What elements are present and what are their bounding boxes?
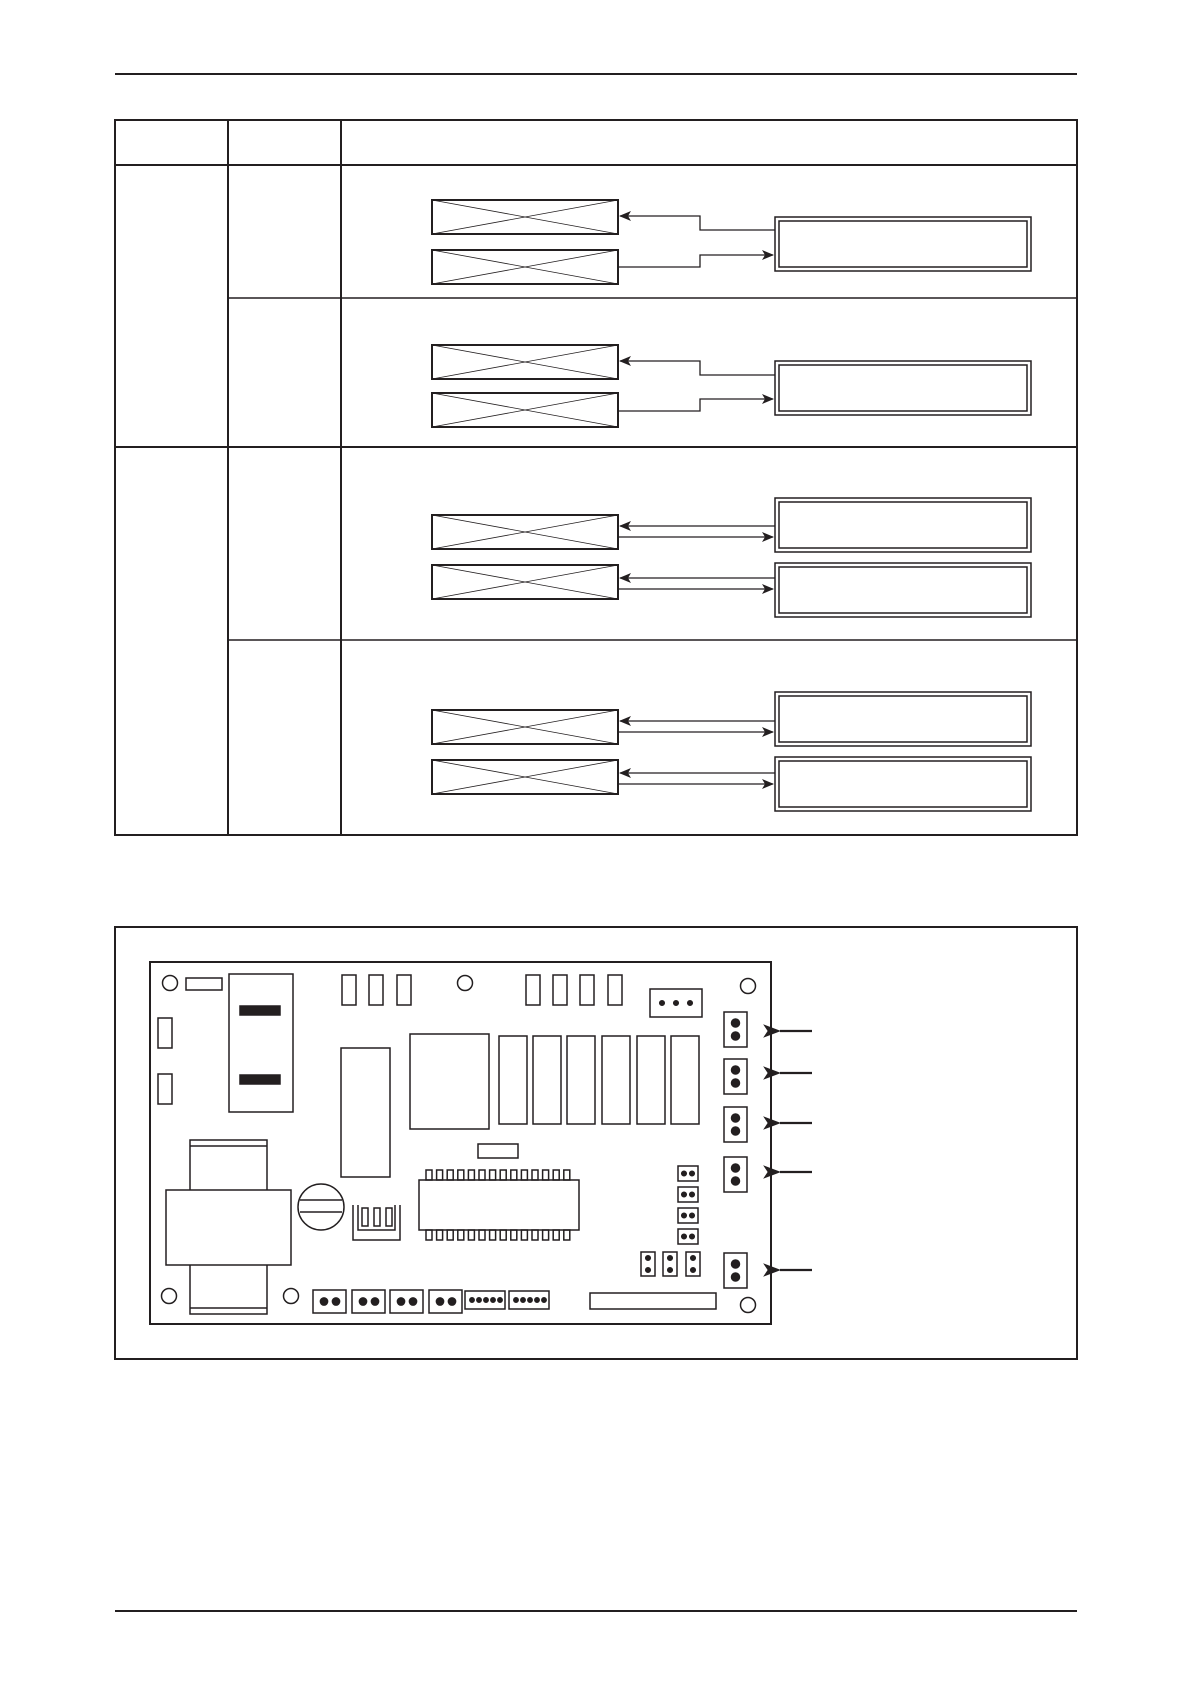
resistor-icon [478, 1144, 518, 1158]
mounting-hole-icon [741, 979, 756, 994]
ic-pin [437, 1170, 443, 1180]
connector-icon [724, 1157, 747, 1192]
table-row-4-diagram [432, 692, 1031, 811]
capacitor-icon [298, 1184, 344, 1230]
capacitor-icon [553, 975, 567, 1005]
jumper-icon [678, 1208, 698, 1223]
relay-icon [567, 1036, 595, 1124]
transformer-icon [410, 1034, 489, 1129]
target-box [775, 563, 1031, 617]
ic-pin [447, 1170, 453, 1180]
connector-icon [650, 989, 702, 1017]
ic-pin [564, 1230, 570, 1240]
ic-pin [511, 1230, 517, 1240]
ic-pin [532, 1170, 538, 1180]
pcb-figure-frame [115, 927, 1077, 1359]
mounting-hole-icon [458, 976, 473, 991]
resistor-icon [158, 1074, 172, 1104]
resistor-icon [158, 1018, 172, 1048]
jumper-icon [686, 1252, 700, 1276]
ic-pin [511, 1170, 517, 1180]
ic-pin [521, 1230, 527, 1240]
jumper-icon [641, 1252, 655, 1276]
arrow-to-block [620, 216, 775, 230]
ic-pin [447, 1230, 453, 1240]
relay-icon [637, 1036, 665, 1124]
crossed-block-icon [432, 345, 618, 379]
ic-pin [426, 1230, 432, 1240]
connector-icon [724, 1059, 747, 1094]
mode-table [115, 120, 1077, 835]
ic-pin [437, 1230, 443, 1240]
crossed-block-icon [432, 393, 618, 427]
arrow-to-target [618, 255, 773, 267]
arrow-to-target [618, 399, 773, 411]
table-row-1-diagram [432, 200, 1031, 284]
ic-pin [458, 1230, 464, 1240]
connector-icon [724, 1253, 747, 1288]
ic-pin [468, 1170, 474, 1180]
relay-icon [671, 1036, 699, 1124]
mounting-hole-icon [162, 1289, 177, 1304]
connector-icon [590, 1293, 716, 1309]
ic-pin [426, 1170, 432, 1180]
relay-icon [229, 974, 293, 1112]
ic-pin [553, 1230, 559, 1240]
target-box [775, 498, 1031, 552]
crossed-block-icon [432, 760, 618, 794]
capacitor-icon [369, 975, 383, 1005]
table-frame [115, 120, 1077, 835]
fuse-icon [186, 978, 222, 990]
capacitor-icon [342, 975, 356, 1005]
ic-pin [490, 1230, 496, 1240]
target-box [775, 361, 1031, 415]
connector-icon [465, 1291, 505, 1309]
relay-icon [602, 1036, 630, 1124]
connector-icon [724, 1107, 747, 1142]
ic-pin [458, 1170, 464, 1180]
ic-pin [532, 1230, 538, 1240]
jumper-icon [663, 1252, 677, 1276]
target-box [775, 757, 1031, 811]
crossed-block-icon [432, 710, 618, 744]
ic-pin [564, 1170, 570, 1180]
capacitor-icon [526, 975, 540, 1005]
ic-pin [553, 1170, 559, 1180]
ic-pin [479, 1170, 485, 1180]
connector-icon [313, 1290, 346, 1313]
capacitor-icon [397, 975, 411, 1005]
mounting-hole-icon [284, 1289, 299, 1304]
capacitor-icon [580, 975, 594, 1005]
ic-pin [468, 1230, 474, 1240]
crossed-block-icon [432, 515, 618, 549]
ic-chip-icon [419, 1170, 579, 1240]
ic-pin [543, 1230, 549, 1240]
ic-pin [500, 1170, 506, 1180]
jumper-icon [678, 1187, 698, 1202]
relay-icon [533, 1036, 561, 1124]
heatsink-icon [353, 1205, 400, 1240]
ic-pin [543, 1170, 549, 1180]
connector-icon [390, 1290, 423, 1313]
jumper-icon [678, 1229, 698, 1244]
ic-pin [490, 1170, 496, 1180]
capacitor-icon [608, 975, 622, 1005]
connector-icon [724, 1012, 747, 1047]
relay-icon [499, 1036, 527, 1124]
jumper-icon [678, 1166, 698, 1181]
crossed-block-icon [432, 565, 618, 599]
table-row-3-diagram [432, 498, 1031, 617]
crossed-block-icon [432, 200, 618, 234]
ic-pin [479, 1230, 485, 1240]
ic-pin [521, 1170, 527, 1180]
target-box [775, 692, 1031, 746]
connector-icon [429, 1290, 462, 1313]
arrow-to-block [620, 361, 775, 375]
ic-pin [500, 1230, 506, 1240]
transformer-icon [166, 1140, 291, 1314]
target-box [775, 217, 1031, 271]
connector-icon [352, 1290, 385, 1313]
pcb-callouts [780, 1031, 812, 1270]
ic-chip-icon [341, 1048, 390, 1177]
connector-icon [509, 1291, 549, 1309]
crossed-block-icon [432, 250, 618, 284]
pcb-board [150, 962, 771, 1324]
mounting-hole-icon [741, 1298, 756, 1313]
mounting-hole-icon [163, 976, 178, 991]
table-row-2-diagram [432, 345, 1031, 427]
